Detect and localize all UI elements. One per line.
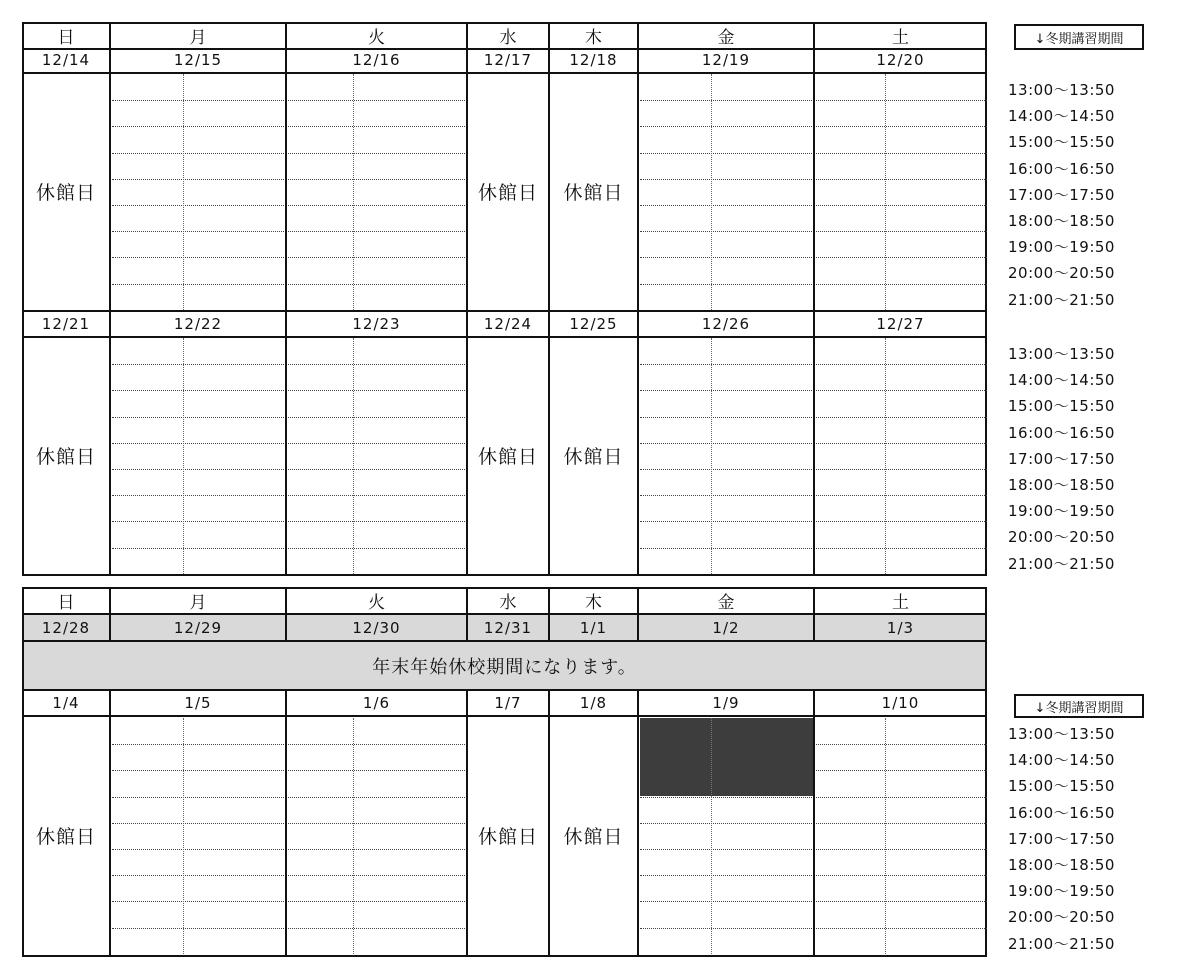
slot-divider [640, 469, 814, 470]
slot-divider [640, 100, 814, 101]
slot-divider [816, 179, 987, 180]
time-label: 17:00〜17:50 [1008, 830, 1115, 848]
slot-divider [112, 364, 286, 365]
winter-course-tag: ↓冬期講習期間 [1014, 24, 1144, 50]
slot-divider [816, 126, 987, 127]
time-label: 15:00〜15:50 [1008, 777, 1115, 795]
slot-divider [640, 495, 814, 496]
time-label: 20:00〜20:50 [1008, 528, 1115, 546]
column-divider [109, 587, 111, 642]
slot-divider [288, 443, 467, 444]
closed-day-label: 休館日 [563, 182, 624, 205]
slot-divider [112, 100, 286, 101]
column-divider [285, 22, 287, 576]
slot-divider [640, 521, 814, 522]
slot-divider [816, 849, 987, 850]
time-label: 13:00〜13:50 [1008, 725, 1115, 743]
slot-divider [640, 417, 814, 418]
slot-divider [640, 901, 814, 902]
slot-divider [816, 548, 987, 549]
column-divider [548, 689, 550, 957]
slot-divider [640, 126, 814, 127]
closed-day-label: 休館日 [35, 826, 96, 849]
slot-divider [112, 823, 286, 824]
column-divider [285, 689, 287, 957]
slot-subcolumn-divider [885, 718, 886, 954]
closed-day-label: 休館日 [477, 182, 538, 205]
closed-day-label: 休館日 [35, 446, 96, 469]
time-label: 19:00〜19:50 [1008, 238, 1115, 256]
weekday-header-2: 火 [368, 593, 385, 613]
column-divider [813, 587, 815, 642]
time-label: 21:00〜21:50 [1008, 291, 1115, 309]
time-label: 13:00〜13:50 [1008, 81, 1115, 99]
weekday-header-6: 土 [892, 593, 909, 613]
slot-subcolumn-divider [711, 718, 712, 797]
slot-divider [112, 205, 286, 206]
time-label: 21:00〜21:50 [1008, 555, 1115, 573]
date-cell-w2-5: 1/2 [712, 618, 740, 637]
slot-divider [816, 770, 987, 771]
slot-divider [288, 469, 467, 470]
slot-divider [288, 744, 467, 745]
weekday-header-3: 水 [499, 27, 517, 48]
weekday-header-2: 火 [368, 27, 385, 48]
slot-divider [288, 901, 467, 902]
slot-divider [816, 744, 987, 745]
row-divider [22, 715, 987, 717]
slot-divider [640, 257, 814, 258]
slot-divider [112, 231, 286, 232]
date-cell-w0-2: 12/16 [352, 51, 401, 69]
closed-day-label: 休館日 [35, 182, 96, 205]
slot-divider [112, 548, 286, 549]
time-label: 14:00〜14:50 [1008, 107, 1115, 125]
slot-divider [288, 231, 467, 232]
time-label: 16:00〜16:50 [1008, 804, 1115, 822]
time-label: 20:00〜20:50 [1008, 264, 1115, 282]
slot-divider [288, 797, 467, 798]
column-divider [466, 22, 468, 576]
date-cell-w2-4: 1/1 [579, 618, 608, 637]
time-label: 18:00〜18:50 [1008, 212, 1115, 230]
date-cell-w0-4: 12/18 [569, 51, 618, 69]
slot-divider [288, 205, 467, 206]
slot-divider [288, 284, 467, 285]
date-cell-w1-5: 12/26 [701, 315, 751, 333]
holiday-banner: 年末年始休校期間になります。 [372, 656, 637, 678]
column-divider [109, 689, 111, 957]
time-label: 17:00〜17:50 [1008, 450, 1115, 468]
date-cell-w3-3: 1/7 [494, 694, 522, 712]
slot-divider [640, 548, 814, 549]
date-cell-w0-5: 12/19 [701, 51, 751, 69]
slot-divider [816, 823, 987, 824]
slot-divider [112, 153, 286, 154]
winter-course-tag: ↓冬期講習期間 [1014, 694, 1144, 718]
slot-divider [640, 823, 814, 824]
slot-divider [288, 153, 467, 154]
slot-divider [112, 849, 286, 850]
slot-divider [816, 257, 987, 258]
slot-subcolumn-divider [885, 338, 886, 574]
slot-divider [640, 284, 814, 285]
slot-divider [288, 770, 467, 771]
slot-divider [816, 521, 987, 522]
date-cell-w0-6: 12/20 [876, 51, 925, 69]
date-cell-w0-1: 12/15 [173, 51, 223, 69]
slot-divider [288, 521, 467, 522]
closed-day-label: 休館日 [477, 826, 538, 849]
date-cell-w3-1: 1/5 [184, 694, 212, 712]
weekday-header-0: 日 [57, 593, 75, 613]
slot-divider [288, 495, 467, 496]
slot-divider [288, 257, 467, 258]
column-divider [548, 22, 550, 576]
closed-day-label: 休館日 [477, 446, 538, 469]
slot-divider [288, 928, 467, 929]
time-label: 14:00〜14:50 [1008, 751, 1115, 769]
slot-divider [112, 284, 286, 285]
slot-divider [640, 928, 814, 929]
slot-divider [112, 797, 286, 798]
time-label: 16:00〜16:50 [1008, 424, 1115, 442]
slot-divider [816, 364, 987, 365]
closed-day-label: 休館日 [563, 826, 624, 849]
column-divider [637, 587, 639, 642]
column-divider [109, 22, 111, 576]
slot-divider [288, 390, 467, 391]
slot-divider [112, 257, 286, 258]
slot-divider [288, 548, 467, 549]
date-cell-w1-3: 12/24 [483, 315, 533, 333]
time-label: 21:00〜21:50 [1008, 935, 1115, 953]
date-cell-w1-6: 12/27 [876, 315, 925, 333]
slot-divider [112, 126, 286, 127]
slot-subcolumn-divider [711, 338, 712, 574]
slot-divider [112, 443, 286, 444]
booked-slot [640, 718, 814, 744]
slot-divider [112, 417, 286, 418]
slot-divider [288, 126, 467, 127]
date-cell-w3-4: 1/8 [579, 694, 608, 712]
slot-divider [288, 875, 467, 876]
slot-divider [816, 443, 987, 444]
slot-divider [640, 153, 814, 154]
date-cell-w0-3: 12/17 [483, 51, 533, 69]
slot-divider [816, 153, 987, 154]
slot-divider [112, 901, 286, 902]
slot-divider [816, 797, 987, 798]
date-cell-w2-2: 12/30 [352, 618, 401, 637]
weekday-header-6: 土 [892, 27, 909, 48]
slot-subcolumn-divider [183, 718, 184, 954]
weekday-header-5: 金 [717, 593, 735, 613]
slot-divider [288, 823, 467, 824]
slot-subcolumn-divider [885, 74, 886, 310]
slot-divider [640, 364, 814, 365]
slot-divider [816, 901, 987, 902]
slot-divider [816, 284, 987, 285]
time-label: 15:00〜15:50 [1008, 397, 1115, 415]
time-label: 15:00〜15:50 [1008, 133, 1115, 151]
slot-divider [640, 849, 814, 850]
time-label: 20:00〜20:50 [1008, 908, 1115, 926]
slot-divider [816, 495, 987, 496]
time-label: 19:00〜19:50 [1008, 502, 1115, 520]
slot-divider [112, 744, 286, 745]
slot-divider [816, 928, 987, 929]
slot-divider [640, 390, 814, 391]
date-cell-w2-6: 1/3 [886, 618, 915, 637]
slot-divider [640, 179, 814, 180]
booked-slot [640, 744, 814, 770]
slot-divider [816, 875, 987, 876]
weekday-header-4: 木 [585, 27, 602, 48]
date-cell-w1-4: 12/25 [569, 315, 618, 333]
slot-divider [816, 469, 987, 470]
slot-subcolumn-divider [183, 338, 184, 574]
booked-slot [640, 770, 814, 796]
slot-divider [640, 231, 814, 232]
slot-divider [816, 205, 987, 206]
slot-divider [288, 849, 467, 850]
slot-subcolumn-divider [353, 74, 354, 310]
time-label: 18:00〜18:50 [1008, 856, 1115, 874]
slot-divider [816, 417, 987, 418]
slot-divider [288, 417, 467, 418]
slot-divider [640, 797, 814, 798]
time-label: 14:00〜14:50 [1008, 371, 1115, 389]
slot-divider [112, 521, 286, 522]
slot-divider [816, 100, 987, 101]
time-label: 18:00〜18:50 [1008, 476, 1115, 494]
slot-divider [816, 231, 987, 232]
date-cell-w1-1: 12/22 [173, 315, 223, 333]
column-divider [637, 22, 639, 576]
date-cell-w3-5: 1/9 [712, 694, 740, 712]
date-cell-w2-3: 12/31 [483, 618, 533, 637]
column-divider [285, 587, 287, 642]
slot-divider [640, 443, 814, 444]
slot-subcolumn-divider [183, 74, 184, 310]
date-cell-w2-1: 12/29 [173, 618, 223, 637]
date-cell-w3-0: 1/4 [52, 694, 80, 712]
slot-divider [112, 875, 286, 876]
slot-divider [640, 205, 814, 206]
weekday-header-5: 金 [717, 27, 735, 48]
date-cell-w1-2: 12/23 [352, 315, 401, 333]
column-divider [813, 689, 815, 957]
slot-divider [112, 770, 286, 771]
column-divider [548, 587, 550, 642]
time-label: 13:00〜13:50 [1008, 345, 1115, 363]
weekday-header-1: 月 [189, 593, 207, 613]
closed-day-label: 休館日 [563, 446, 624, 469]
time-label: 16:00〜16:50 [1008, 160, 1115, 178]
slot-subcolumn-divider [711, 74, 712, 310]
slot-divider [288, 100, 467, 101]
date-cell-w1-0: 12/21 [41, 315, 91, 333]
weekday-header-4: 木 [585, 593, 602, 613]
slot-divider [112, 179, 286, 180]
weekday-header-0: 日 [57, 27, 75, 48]
slot-divider [112, 928, 286, 929]
column-divider [813, 22, 815, 576]
slot-subcolumn-divider [353, 338, 354, 574]
time-label: 17:00〜17:50 [1008, 186, 1115, 204]
weekday-header-1: 月 [189, 27, 207, 48]
slot-divider [112, 469, 286, 470]
slot-divider [816, 390, 987, 391]
weekday-header-3: 水 [499, 593, 517, 613]
slot-divider [288, 364, 467, 365]
column-divider [466, 587, 468, 642]
slot-divider [112, 390, 286, 391]
time-label: 19:00〜19:50 [1008, 882, 1115, 900]
slot-divider [112, 495, 286, 496]
date-cell-w3-6: 1/10 [881, 694, 920, 712]
date-cell-w0-0: 12/14 [41, 51, 91, 69]
column-divider [466, 689, 468, 957]
date-cell-w2-0: 12/28 [41, 618, 91, 637]
column-divider [637, 689, 639, 957]
slot-divider [288, 179, 467, 180]
slot-subcolumn-divider [353, 718, 354, 954]
date-cell-w3-2: 1/6 [362, 694, 391, 712]
slot-divider [640, 875, 814, 876]
